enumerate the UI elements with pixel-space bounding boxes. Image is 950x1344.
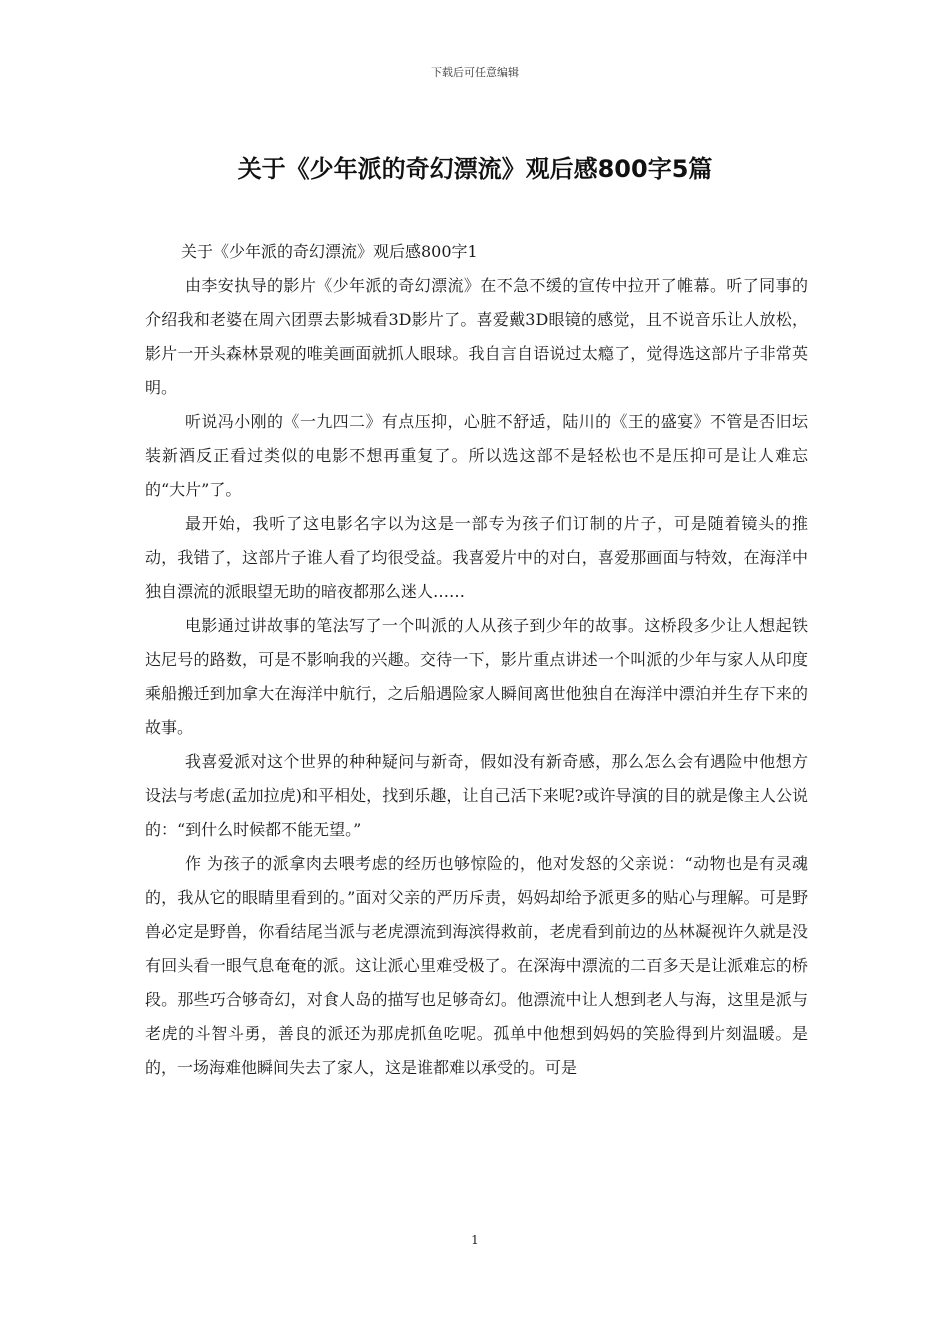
paragraph-2: 听说冯小刚的《一九四二》有点压抑，心脏不舒适，陆川的《王的盛宴》不管是否旧坛装新酒反正看过类似的电影不想再重复了。所以选这部不是轻松也不是压抑可是让人难忘的“大片”了。 (145, 412, 808, 499)
paragraph-4: 电影通过讲故事的笔法写了一个叫派的人从孩子到少年的故事。这桥段多少让人想起铁达尼号的路数，可是不影响我的兴趣。交待一下，影片重点讲述一个叫派的少年与家人从印度乘船搬迁到加拿大在海洋中航行，之后船遇险家人瞬间离世他独自在海洋中漂泊并生存下来的故事。 (145, 616, 808, 737)
paragraph-1: 由李安执导的影片《少年派的奇幻漂流》在不急不缓的宣传中拉开了帷幕。听了同事的介绍我和老婆在周六团票去影城看3D影片了。喜爱戴3D眼镜的感觉，且不说音乐让人放松，影片一开头森林景观的唯美画面就抓人眼球。我自言自语说过太瘾了，觉得选这部片子非常英明。 (145, 276, 808, 397)
section-heading: 关于《少年派的奇幻漂流》观后感800字1 (181, 242, 478, 261)
document-title: 关于《少年派的奇幻漂流》观后感800字5篇 (237, 155, 713, 183)
paragraph-6: 作 为孩子的派拿肉去喂考虑的经历也够惊险的，他对发怒的父亲说：“动物也是有灵魂的，我从它的眼睛里看到的。”面对父亲的严历斥责，妈妈却给予派更多的贴心与理解。可是野兽必定是野兽，你看结尾当派与老虎漂流到海滨得救前，老虎看到前边的丛林凝视许久就是没有回头看一眼气息奄奄的派。这让派心里难受极了。在深海中漂流的二百多天是让派难忘的桥段。那些巧合够奇幻，对食人岛的描写也足够奇幻。他漂流中让人想到老人与海，这里是派与老虎的斗智斗勇，善良的派还为那虎抓鱼吃呢。孤单中他想到妈妈的笑脸得到片刻温暖。是的，一场海难他瞬间失去了家人，这是谁都难以承受的。可是 (145, 854, 808, 1077)
document-body (145, 235, 808, 1085)
page-header: 下载后可任意编辑 (431, 66, 519, 79)
paragraph-3: 最开始，我听了这电影名字以为这是一部专为孩子们订制的片子，可是随着镜头的推动，我错了，这部片子谁人看了均很受益。我喜爱片中的对白，喜爱那画面与特效，在海洋中独自漂流的派眼望无助的暗夜都那么迷人…… (145, 514, 808, 601)
paragraph-5: 我喜爱派对这个世界的种种疑问与新奇，假如没有新奇感，那么怎么会有遇险中他想方设法与考虑(孟加拉虎)和平相处，找到乐趣，让自己活下来呢?或许导演的目的就是像主人公说的：“到什么时候都不能无望。” (145, 752, 808, 839)
page-number: 1 (471, 1233, 479, 1247)
